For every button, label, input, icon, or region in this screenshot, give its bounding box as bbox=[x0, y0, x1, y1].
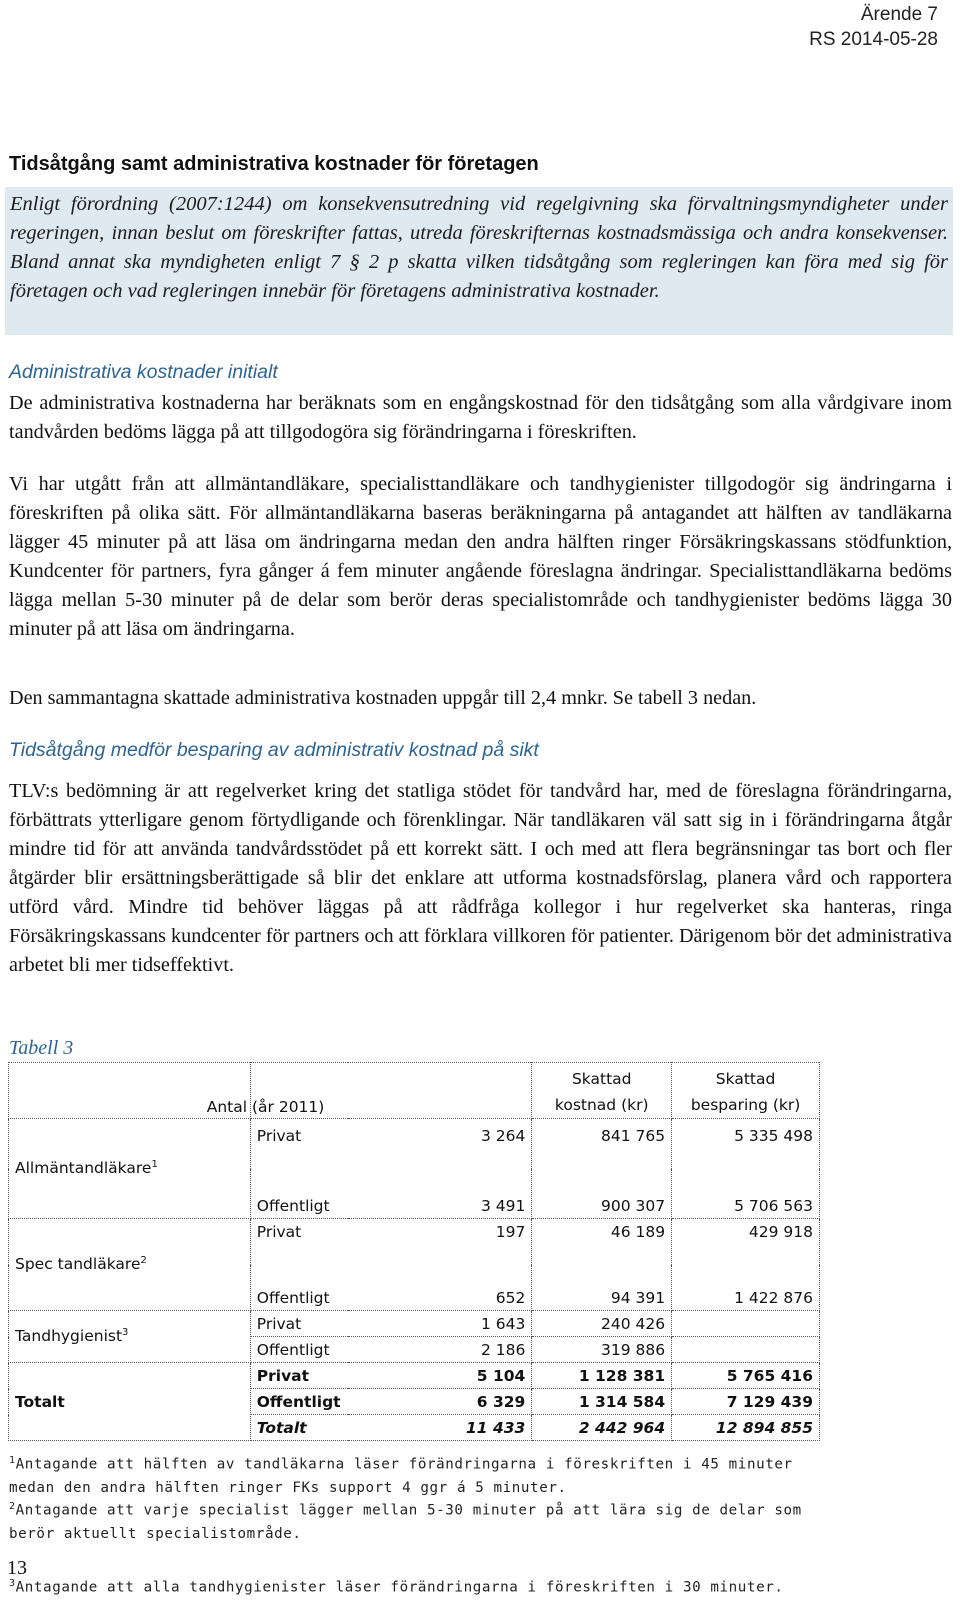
group-label: Allmäntandläkare bbox=[15, 1159, 152, 1178]
footnote-ref: 1 bbox=[151, 1159, 158, 1171]
row-cost: 240 426 bbox=[532, 1311, 672, 1337]
table-caption: Tabell 3 bbox=[9, 1037, 74, 1059]
table-row bbox=[9, 1311, 820, 1337]
row-saving bbox=[672, 1337, 820, 1363]
table-row bbox=[9, 1119, 820, 1169]
document-date: RS 2014-05-28 bbox=[809, 29, 938, 50]
footnote-2 bbox=[9, 1495, 802, 1546]
header-count: Antal (år 2011) bbox=[206, 1098, 325, 1116]
footnote-1-number: 1 bbox=[9, 1455, 16, 1466]
header-saving-line2: besparing (kr) bbox=[690, 1096, 801, 1114]
paragraph-2: Vi har utgått från att allmäntandläkare, specialisttandläkare och tandhygienister tillgodogör sig ändringarna i föreskriften på olika sätt. För allmäntandläkarna baseras beräkningarna på antagandet att hälften av tandläkarna lägger 45 minuter på att läsa om ändringarna medan den andra hälften ringer Försäkringskassans stödfunktion, Kundcenter för partners, fyra gånger á fem minuter angående föreslagna ändringar. Specialisttandläkarna bedöms lägga mellan 5-30 minuter på de delar som berör deras specialistområde och tandhygienister bedöms lägga 30 minuter på att läsa om ändringarna. bbox=[9, 473, 952, 640]
row-count: 3 264 bbox=[348, 1119, 532, 1169]
paragraph-3: Den sammantagna skattade administrativa kostnaden uppgår till 2,4 mnkr. Se tabell 3 nedan. bbox=[9, 687, 757, 709]
page-number: 13 bbox=[7, 1557, 27, 1579]
row-saving bbox=[672, 1311, 820, 1337]
row-type: Privat bbox=[250, 1311, 348, 1337]
row-saving: 5 335 498 bbox=[672, 1119, 820, 1169]
footnote-1-line1: Antagande att hälften av tandläkarna läser förändringarna i föreskriften i 45 minuter bbox=[15, 1456, 793, 1473]
cost-table bbox=[8, 1062, 820, 1441]
footnote-3-number: 3 bbox=[9, 1578, 16, 1589]
row-type: Privat bbox=[256, 1127, 302, 1145]
header-saving-line1: Skattad bbox=[715, 1070, 776, 1088]
footnote-1 bbox=[9, 1449, 793, 1500]
row-count: 1 643 bbox=[348, 1311, 532, 1337]
row-cost: 94 391 bbox=[532, 1265, 672, 1311]
footnote-1-line2: medan den andra hälften ringer FKs support 4 ggr á 5 minuter. bbox=[9, 1479, 567, 1496]
row-saving: 5 765 416 bbox=[672, 1363, 820, 1389]
footnote-ref: 2 bbox=[140, 1255, 147, 1267]
row-cost: 1 314 584 bbox=[532, 1389, 672, 1415]
footnote-3 bbox=[9, 1572, 784, 1600]
row-saving: 429 918 bbox=[672, 1219, 820, 1265]
row-cost: 1 128 381 bbox=[532, 1363, 672, 1389]
row-cost: 2 442 964 bbox=[532, 1415, 672, 1441]
footnote-2-line1: Antagande att varje specialist lägger mellan 5-30 minuter på att lära sig de delar som bbox=[15, 1502, 802, 1519]
intro-text: Enligt förordning (2007:1244) om konsekvensutredning vid regelgivning ska förvaltningsmyndigheter under regeringen, innan beslut om föreskrifter fattas, utreda föreskrifternas kostnadsmässiga och andra konsekvenser. Bland annat ska myndigheten enligt 7 § 2 p skatta vilken tidsåtgång som regleringen kan föra med sig för företagen och vad regleringen innebär för företagens administrativa kostnader. bbox=[10, 193, 948, 302]
footnote-2-number: 2 bbox=[9, 1501, 16, 1512]
row-type: Offentligt bbox=[250, 1337, 348, 1363]
row-type: Offentligt bbox=[250, 1389, 348, 1415]
paragraph-1: De administrativa kostnaderna har beräknats som en engångskostnad för den tidsåtgång som alla vårdgivare inom tandvården bedöms lägga på att tillgodogöra sig förändringarna i föreskriften. bbox=[9, 392, 952, 443]
intro-box bbox=[5, 187, 953, 335]
section-title: Tidsåtgång samt administrativa kostnader för företagen bbox=[9, 153, 539, 175]
row-cost: 319 886 bbox=[532, 1337, 672, 1363]
row-saving: 7 129 439 bbox=[672, 1389, 820, 1415]
row-type: Privat bbox=[256, 1223, 302, 1241]
row-cost: 900 307 bbox=[532, 1169, 672, 1219]
header-cost-line2: kostnad (kr) bbox=[554, 1096, 649, 1114]
group-label: Tandhygienist bbox=[15, 1327, 123, 1346]
table-row bbox=[9, 1219, 820, 1265]
group-label: Spec tandläkare bbox=[15, 1255, 141, 1274]
case-number: Ärende 7 bbox=[860, 4, 938, 25]
row-cost: 46 189 bbox=[532, 1219, 672, 1265]
group-label: Totalt bbox=[15, 1392, 65, 1411]
subheading-savings: Tidsåtgång medför besparing av administrativ kostnad på sikt bbox=[9, 739, 539, 761]
row-count: 197 bbox=[348, 1219, 532, 1265]
row-count: 2 186 bbox=[348, 1337, 532, 1363]
row-type: Privat bbox=[250, 1363, 348, 1389]
row-type: Offentligt bbox=[250, 1265, 348, 1311]
row-saving: 1 422 876 bbox=[672, 1265, 820, 1311]
row-saving: 12 894 855 bbox=[672, 1415, 820, 1441]
table-header-row bbox=[9, 1063, 820, 1119]
footnote-3-line1: Antagande att alla tandhygienister läser förändringarna i föreskriften i 30 minuter. bbox=[15, 1579, 784, 1596]
row-count: 652 bbox=[348, 1265, 532, 1311]
row-saving: 5 706 563 bbox=[672, 1169, 820, 1219]
row-count: 3 491 bbox=[348, 1169, 532, 1219]
row-cost: 841 765 bbox=[532, 1119, 672, 1169]
paragraph-4: TLV:s bedömning är att regelverket kring det statliga stödet för tandvård har, med de föreslagna förändringarna, förbättrats ytterligare genom förtydligande och förenklingar. När tandläkaren väl satt sig in i förändringarna åtgår mindre tid för att använda tandvårdsstödet på ett korrekt sätt. I och med att flera begränsningar tas bort och fler åtgärder blir ersättningsberättigade så blir det enklare att utforma kostnadsförslag, planera vård och rapportera utförd vård. Mindre tid behöver läggas på att rådfråga kollegor i hur regelverket ska hanteras, ringa Försäkringskassans kundcenter för partners och att förklara villkoren för patienter. Därigenom bör det administrativa arbetet bli mer tidseffektivt. bbox=[9, 780, 952, 976]
row-count: 6 329 bbox=[348, 1389, 532, 1415]
table-row bbox=[9, 1363, 820, 1389]
subheading-initial-costs: Administrativa kostnader initialt bbox=[9, 361, 278, 383]
footnote-2-line2: berör aktuellt specialistområde. bbox=[9, 1525, 302, 1542]
row-count: 11 433 bbox=[348, 1415, 532, 1441]
header-cost-line1: Skattad bbox=[571, 1070, 632, 1088]
row-count: 5 104 bbox=[348, 1363, 532, 1389]
row-type: Offentligt bbox=[250, 1169, 348, 1219]
footnote-ref: 3 bbox=[122, 1327, 129, 1339]
row-type: Totalt bbox=[250, 1415, 348, 1441]
